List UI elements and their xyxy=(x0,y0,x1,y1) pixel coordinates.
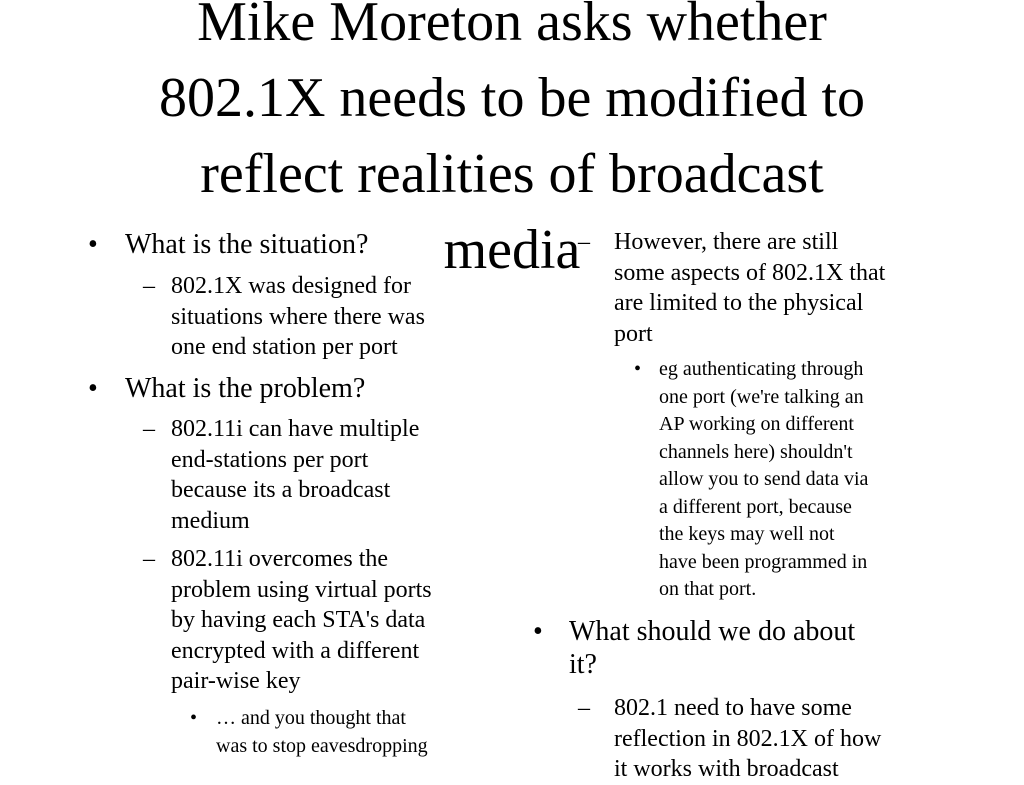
dash-marker: – xyxy=(578,695,590,721)
slide-title xyxy=(60,0,964,288)
bullet-situation: What is the situation? xyxy=(125,229,369,260)
bullet-problem: What is the problem? xyxy=(125,373,366,404)
sub-bullet-multiple-end-stations: 802.11i can have multiple end-stations per port because its a broadcast medium xyxy=(171,416,420,534)
bullet-marker: • xyxy=(190,707,198,729)
title-line: reflect realities of broadcast xyxy=(200,143,824,205)
bullet-marker: • xyxy=(533,616,543,647)
dash-marker: – xyxy=(143,546,155,572)
sub-bullet-8021-reflection: 802.1 need to have some reflection in 802.1X of how it works with broadcast xyxy=(614,695,882,782)
sub-bullet-however: However, there are still some aspects of 802.1X that are limited to the physical port xyxy=(614,229,886,347)
subsub-bullet-authenticating: eg authenticating through one port (we're talking an AP working on different channels here) shouldn't allow you to send data via a different port, because the keys may well not have been programmed in on that port. xyxy=(659,358,869,600)
bullet-marker: • xyxy=(88,373,98,404)
subsub-bullet-eavesdropping: … and you thought that was to stop eavesdropping xyxy=(216,707,428,757)
bullet-what-should-we-do: What should we do about it? xyxy=(569,616,856,680)
dash-marker: – xyxy=(143,273,155,299)
sub-bullet-designed-for: 802.1X was designed for situations where there was one end station per port xyxy=(171,273,425,360)
title-line: 802.1X needs to be modified to xyxy=(158,67,866,129)
title-line: Mike Moreton asks whether xyxy=(197,0,827,53)
bullet-marker: • xyxy=(634,358,642,380)
title-line: media xyxy=(443,219,581,281)
dash-marker: – xyxy=(143,416,155,442)
bullet-marker: • xyxy=(88,229,98,260)
dash-marker: – xyxy=(578,229,590,255)
sub-bullet-virtual-ports: 802.11i overcomes the problem using virtual ports by having each STA's data encrypted with a different pair-wise key xyxy=(171,546,432,694)
